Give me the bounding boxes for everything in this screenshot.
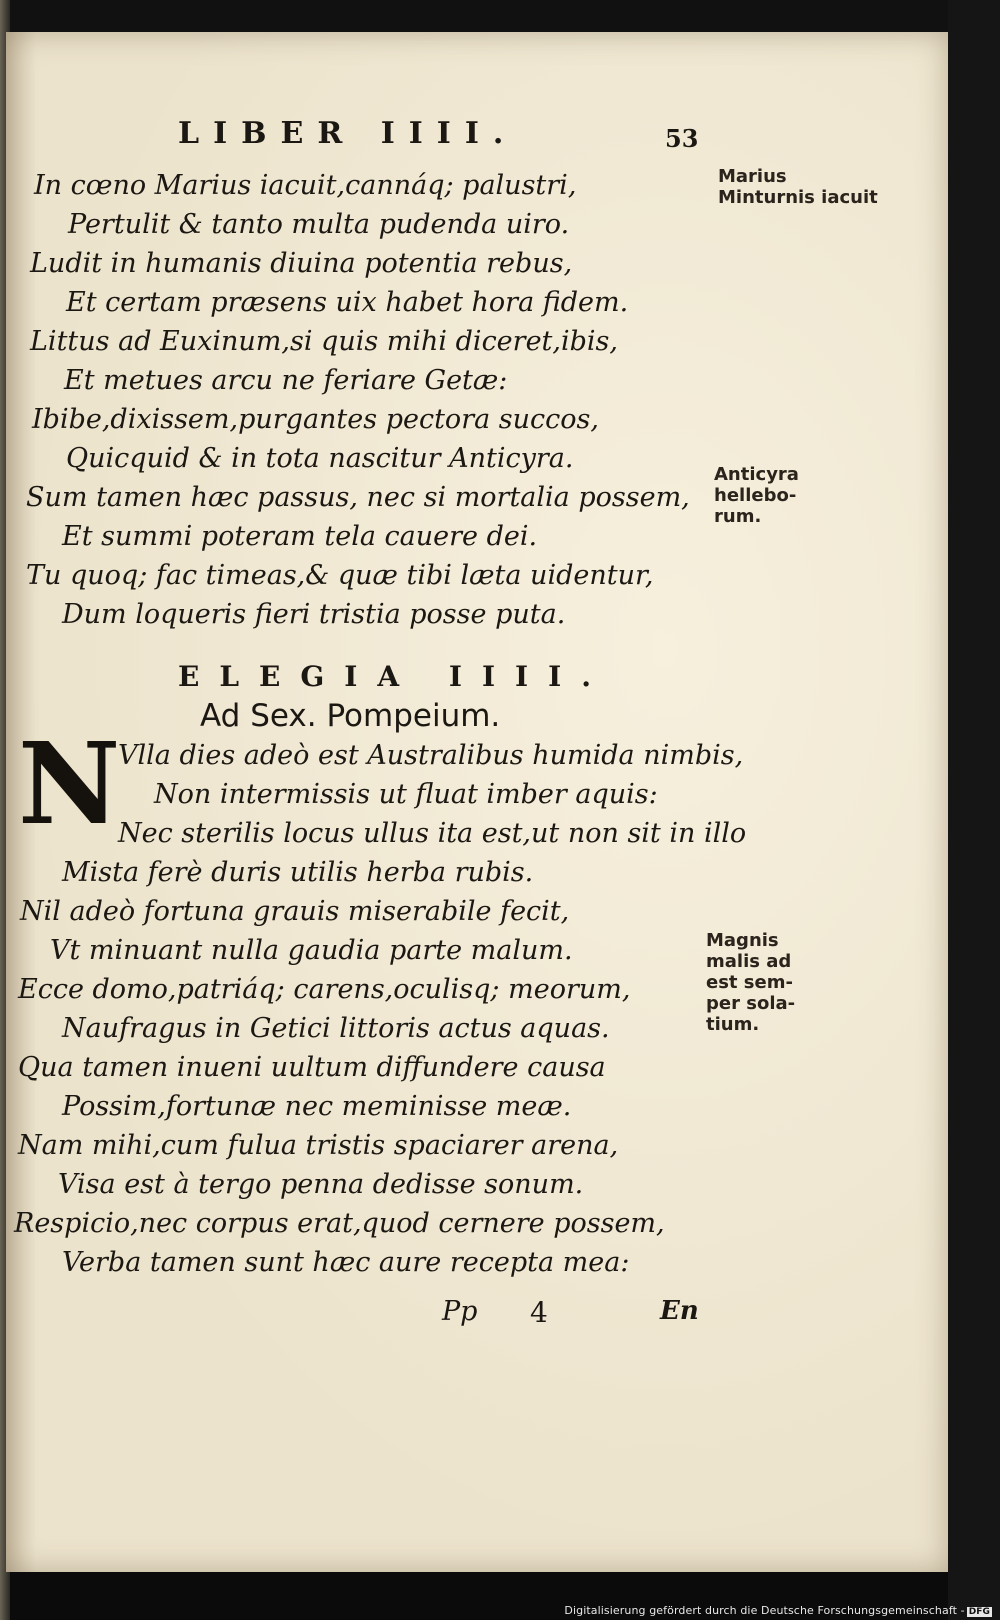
verse-line: Vt minuant nulla gaudia parte malum. bbox=[50, 935, 573, 966]
verse-line: Quicquid & in tota nascitur Anticyra. bbox=[66, 443, 574, 474]
verse-line: Et summi poteram tela cauere dei. bbox=[62, 521, 538, 552]
verse-line: In cœno Marius iacuit,cannáq; palustri, bbox=[34, 170, 577, 201]
verse-line: Possim,fortunæ nec meminisse meæ. bbox=[62, 1091, 572, 1122]
verse-line: Pertulit & tanto multa pudenda uiro. bbox=[68, 209, 570, 240]
verse-line: Ludit in humanis diuina potentia rebus, bbox=[30, 248, 573, 279]
verse-line: Nec sterilis locus ullus ita est,ut non sit in illo bbox=[118, 818, 747, 849]
digitization-notice-text: Digitalisierung gefördert durch die Deutsche Forschungsgemeinschaft - bbox=[564, 1604, 965, 1617]
verse-line: Ibibe,dixissem,purgantes pectora succos, bbox=[32, 404, 599, 435]
margin-note: Magnis malis ad est sem- per sola- tium. bbox=[706, 930, 796, 1035]
verse-line: Et certam præsens uix habet hora fidem. bbox=[66, 287, 629, 318]
verse-line: Tu quoq; fac timeas,& quæ tibi læta uidentur, bbox=[26, 560, 654, 591]
verse-line: Mista ferè duris utilis herba rubis. bbox=[62, 857, 534, 888]
digitization-notice bbox=[564, 1604, 992, 1617]
dfg-logo: DFG bbox=[968, 1607, 990, 1617]
margin-note: Anticyra hellebo- rum. bbox=[714, 464, 799, 527]
verse-line: Dum loqueris fieri tristia posse puta. bbox=[62, 599, 566, 630]
running-head: LIBER IIII. bbox=[178, 116, 518, 151]
verse-line: Et metues arcu ne feriare Getæ: bbox=[64, 365, 508, 396]
folio-number: 53 bbox=[665, 124, 699, 153]
verse-line: Sum tamen hæc passus, nec si mortalia possem, bbox=[26, 482, 690, 513]
verse-line: Littus ad Euxinum,si quis mihi diceret,ibis, bbox=[30, 326, 618, 357]
drop-cap-initial: N bbox=[18, 719, 121, 850]
verse-line: Visa est à tergo penna dedisse sonum. bbox=[58, 1169, 584, 1200]
verse-line: Naufragus in Getici littoris actus aquas. bbox=[62, 1013, 610, 1044]
verse-line: Ecce domo,patriáq; carens,oculisq; meorum, bbox=[18, 974, 631, 1005]
scan-right-border bbox=[948, 0, 1000, 1620]
scan-top-border bbox=[10, 0, 1000, 32]
margin-note: Marius Minturnis iacuit bbox=[718, 166, 878, 208]
elegia-heading: ELEGIA IIII. bbox=[178, 660, 611, 693]
verse-line: Vlla dies adeò est Australibus humida nimbis, bbox=[118, 740, 744, 771]
verse-line: Qua tamen inueni uultum diffundere causa bbox=[18, 1052, 606, 1083]
catchword: En bbox=[660, 1296, 699, 1326]
verse-line: Nam mihi,cum fulua tristis spaciarer arena, bbox=[18, 1130, 619, 1161]
signature-mark: Pp bbox=[442, 1296, 478, 1327]
verse-line: Non intermissis ut fluat imber aquis: bbox=[154, 779, 658, 810]
signature-number: 4 bbox=[530, 1296, 548, 1329]
verse-line: Nil adeò fortuna grauis miserabile fecit, bbox=[20, 896, 570, 927]
verse-line: Respicio,nec corpus erat,quod cernere possem, bbox=[14, 1208, 665, 1239]
verse-line: Verba tamen sunt hæc aure recepta mea: bbox=[62, 1247, 630, 1278]
elegia-subheading: Ad Sex. Pompeium. bbox=[200, 698, 501, 734]
